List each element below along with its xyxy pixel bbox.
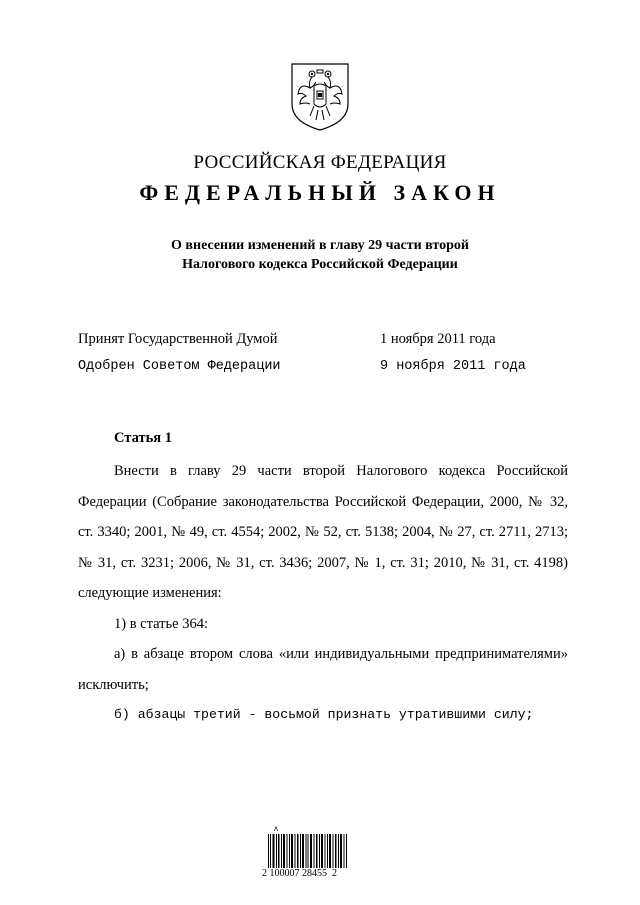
russian-coat-of-arms-icon — [288, 60, 352, 132]
adoption-date: 1 ноября 2011 года — [380, 331, 496, 347]
article-paragraph: Внести в главу 29 части второй Налогового кодекса Российской Федерации (Собрание законодательства Российской Федерации, 2000, № 32, ст. 3340; 2001, № 49, ст. 4554; 2002, № 52, ст. 5138; 2004, № 27, ст. 2711, 2713; № 31, ст. 3231; 2006, № 31, ст. 3436; 2007, № 1, ст. 31; 2010, № 31, ст. 4198) следующие изменения: — [78, 463, 568, 601]
barcode-icon — [268, 834, 348, 868]
adoption-date: 9 ноября 2011 года — [380, 359, 526, 374]
article-paragraph: а) в абзаце втором слова «или индивидуальными предпринимателями» исключить; — [78, 646, 568, 693]
article-paragraph: б) абзацы третий - восьмой признать утратившими силу; — [114, 707, 534, 722]
article-title: Статья 1 — [114, 430, 172, 446]
barcode-mark: ʌ — [274, 824, 278, 833]
country-name: РОССИЙСКАЯ ФЕДЕРАЦИЯ — [193, 152, 447, 173]
subject-line-1: О внесении изменений в главу 29 части второй — [171, 238, 469, 253]
barcode — [262, 824, 350, 882]
adoption-label: Принят Государственной Думой — [78, 331, 278, 347]
law-subject — [0, 236, 640, 274]
document-type: ФЕДЕРАЛЬНЫЙ ЗАКОН — [139, 180, 501, 205]
subject-line-2: Налогового кодекса Российской Федерации — [182, 257, 458, 272]
barcode-number: 2 100007 28455 2 — [262, 868, 337, 879]
article-body — [78, 456, 568, 731]
article-paragraph: 1) в статье 364: — [114, 615, 208, 632]
adoption-label: Одобрен Советом Федерации — [78, 359, 281, 374]
